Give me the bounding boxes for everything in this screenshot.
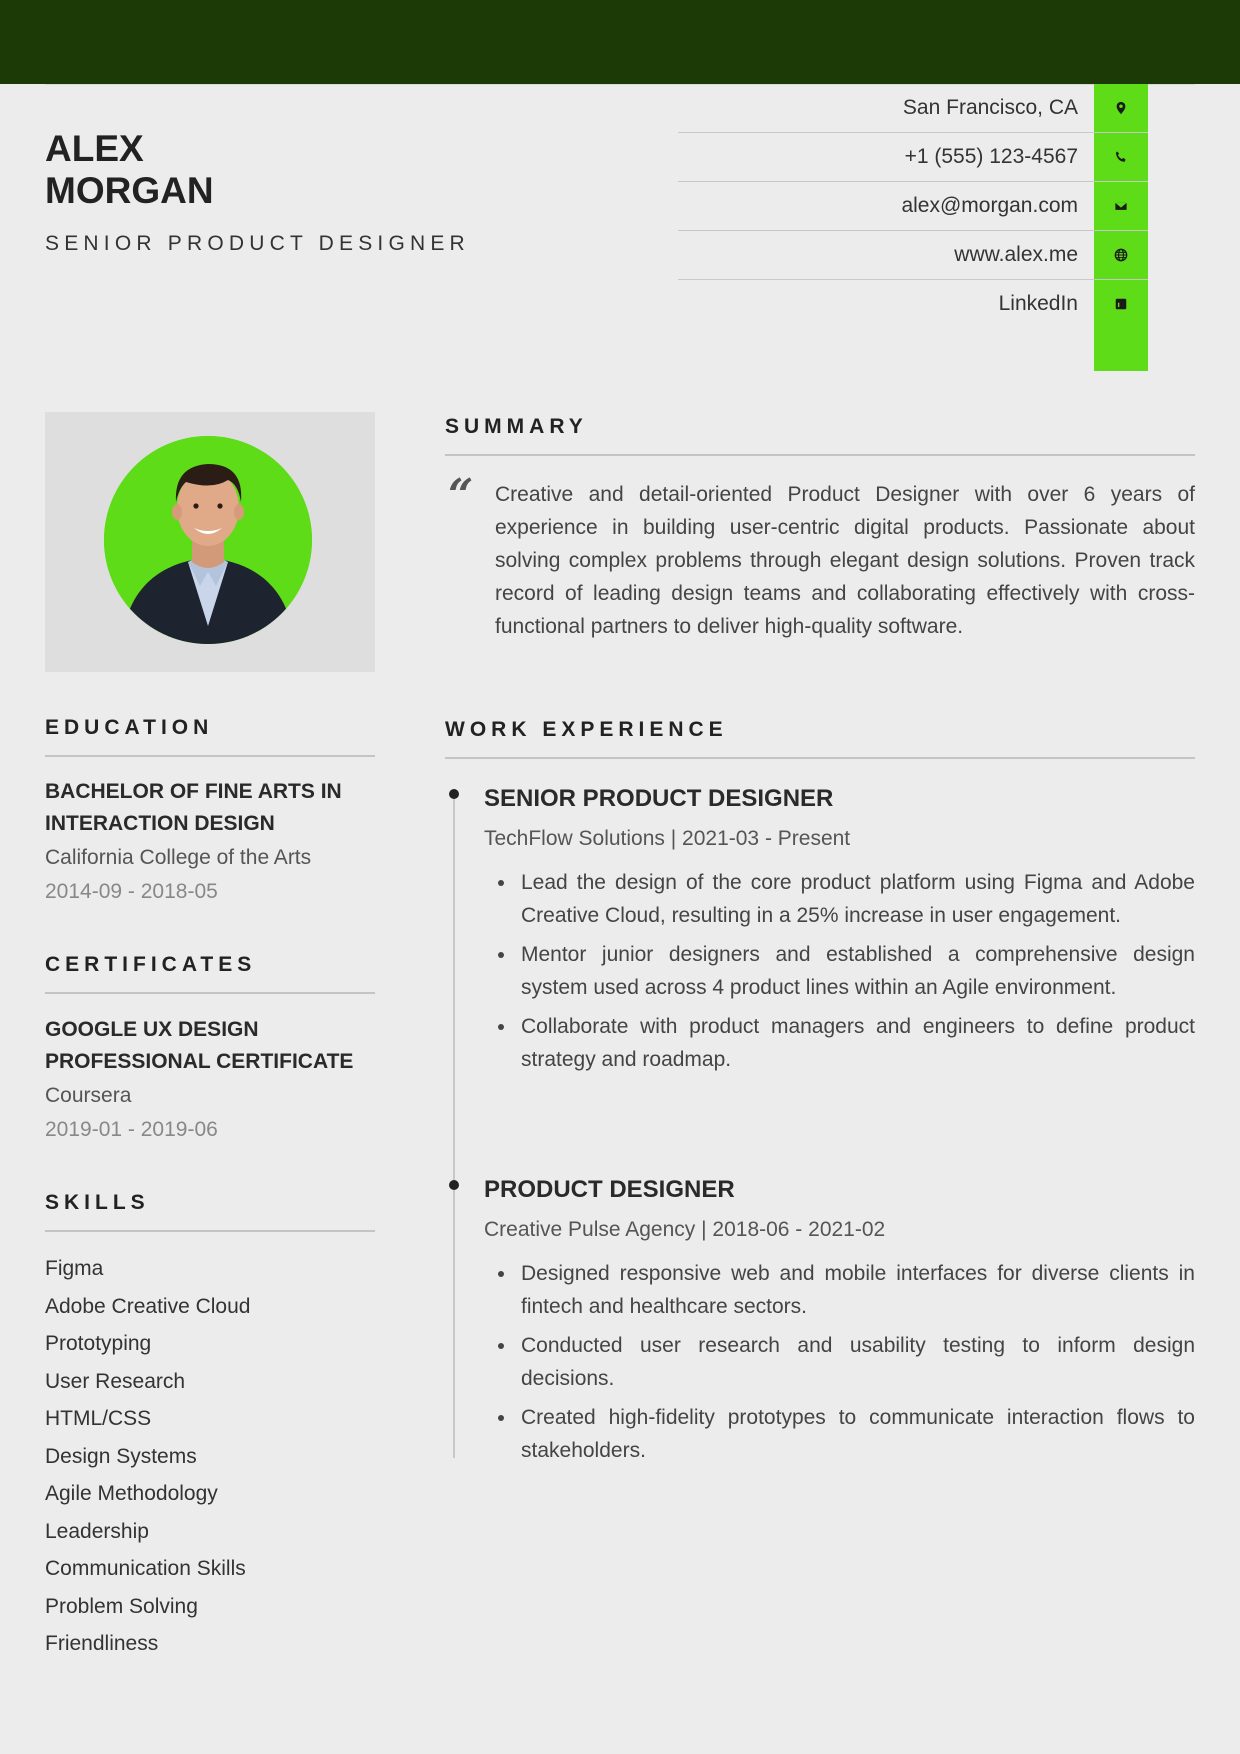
location-pin-icon: [1094, 84, 1148, 132]
contact-email: [678, 182, 1148, 231]
work-heading: WORK EXPERIENCE: [445, 718, 728, 741]
job-meta: Creative Pulse Agency | 2018-06 - 2021-02: [484, 1218, 886, 1241]
profile-portrait-image: [104, 436, 312, 644]
summary-text: Creative and detail-oriented Product Designer with over 6 years of experience in building user-centric digital products. Passionate about solving complex problems through elegant design solutions. Proven track record of leading design teams and collaborating effectively with cross-functional partners to deliver high-quality software.: [495, 483, 1195, 638]
summary-heading: SUMMARY: [445, 415, 588, 438]
job-bullets: [484, 866, 1195, 1082]
job-title: SENIOR PRODUCT DESIGNER: [484, 785, 834, 812]
skill-item: HTML/CSS: [45, 1407, 152, 1430]
education-degree: [45, 776, 365, 840]
contact-linkedin-text[interactable]: LinkedIn: [998, 292, 1078, 315]
contact-location: [678, 84, 1148, 133]
contact-phone-text: +1 (555) 123-4567: [904, 145, 1078, 168]
globe-icon: [1094, 231, 1148, 279]
skill-item: Agile Methodology: [45, 1482, 218, 1505]
certificate-issuer: Coursera: [45, 1084, 132, 1107]
timeline-dot: [449, 1180, 459, 1190]
skill-item: Leadership: [45, 1519, 149, 1543]
first-name: ALEX: [45, 128, 144, 169]
job-bullet: Conducted user research and usability testing to inform design decisions.: [484, 1329, 1195, 1395]
skill-item: Friendliness: [45, 1632, 159, 1655]
skill-item: User Research: [45, 1369, 186, 1393]
contact-email-text[interactable]: alex@morgan.com: [901, 194, 1078, 217]
job-bullets: [484, 1257, 1195, 1473]
job-bullet: Collaborate with product managers and engineers to define product strategy and roadmap.: [484, 1010, 1195, 1076]
phone-icon: [1094, 133, 1148, 181]
skill-item: Adobe Creative Cloud: [45, 1294, 251, 1318]
education-heading: EDUCATION: [45, 716, 214, 739]
skills-list: [45, 1250, 250, 1663]
skills-heading: SKILLS: [45, 1191, 150, 1214]
job-bullet: Lead the design of the core product platform using Figma and Adobe Creative Cloud, resulting in a 25% increase in user engagement.: [484, 866, 1195, 932]
timeline-dot: [449, 789, 459, 799]
contact-website-text[interactable]: www.alex.me: [954, 243, 1078, 266]
summary-divider: [445, 454, 1195, 456]
last-name: MORGAN: [45, 170, 214, 211]
work-divider: [445, 757, 1195, 759]
job-role: SENIOR PRODUCT DESIGNER: [45, 232, 470, 255]
header-bar: [0, 0, 1240, 84]
education-degree-line: BACHELOR OF FINE ARTS IN: [45, 780, 342, 803]
certificate-title-line: GOOGLE UX DESIGN: [45, 1018, 259, 1041]
profile-photo-frame: [45, 412, 375, 672]
skills-divider: [45, 1230, 375, 1232]
skill-item: Design Systems: [45, 1444, 197, 1468]
job-bullet: Mentor junior designers and established a comprehensive design system used across 4 product lines within an Agile environment.: [484, 938, 1195, 1004]
envelope-icon: [1094, 182, 1148, 230]
certificate-title-line: PROFESSIONAL CERTIFICATE: [45, 1050, 354, 1073]
job-bullet: Designed responsive web and mobile interfaces for diverse clients in fintech and healthcare sectors.: [484, 1257, 1195, 1323]
contact-location-text: San Francisco, CA: [902, 96, 1078, 119]
certificates-divider: [45, 992, 375, 994]
education-degree-line: INTERACTION DESIGN: [45, 812, 275, 835]
timeline-line: [453, 790, 455, 1458]
job-bullet: Created high-fidelity prototypes to communicate interaction flows to stakeholders.: [484, 1401, 1195, 1467]
linkedin-icon: [1094, 280, 1148, 328]
contact-list: [678, 84, 1148, 328]
certificate-dates: 2019-01 - 2019-06: [45, 1118, 218, 1141]
certificates-heading: CERTIFICATES: [45, 953, 257, 976]
education-divider: [45, 755, 375, 757]
job-title: PRODUCT DESIGNER: [484, 1176, 735, 1203]
education-dates: 2014-09 - 2018-05: [45, 880, 218, 903]
skill-item: Prototyping: [45, 1332, 152, 1355]
contact-linkedin: [678, 280, 1148, 328]
certificate-title: [45, 1014, 365, 1078]
candidate-name: [45, 128, 214, 212]
skill-item: Problem Solving: [45, 1594, 198, 1618]
skill-item: Figma: [45, 1257, 104, 1280]
contact-website: [678, 231, 1148, 280]
skill-item: Communication Skills: [45, 1557, 246, 1580]
education-school: California College of the Arts: [45, 846, 312, 869]
quote-icon: “: [448, 470, 474, 521]
avatar: [104, 436, 312, 644]
contact-phone: [678, 133, 1148, 182]
job-meta: TechFlow Solutions | 2021-03 - Present: [484, 827, 851, 850]
